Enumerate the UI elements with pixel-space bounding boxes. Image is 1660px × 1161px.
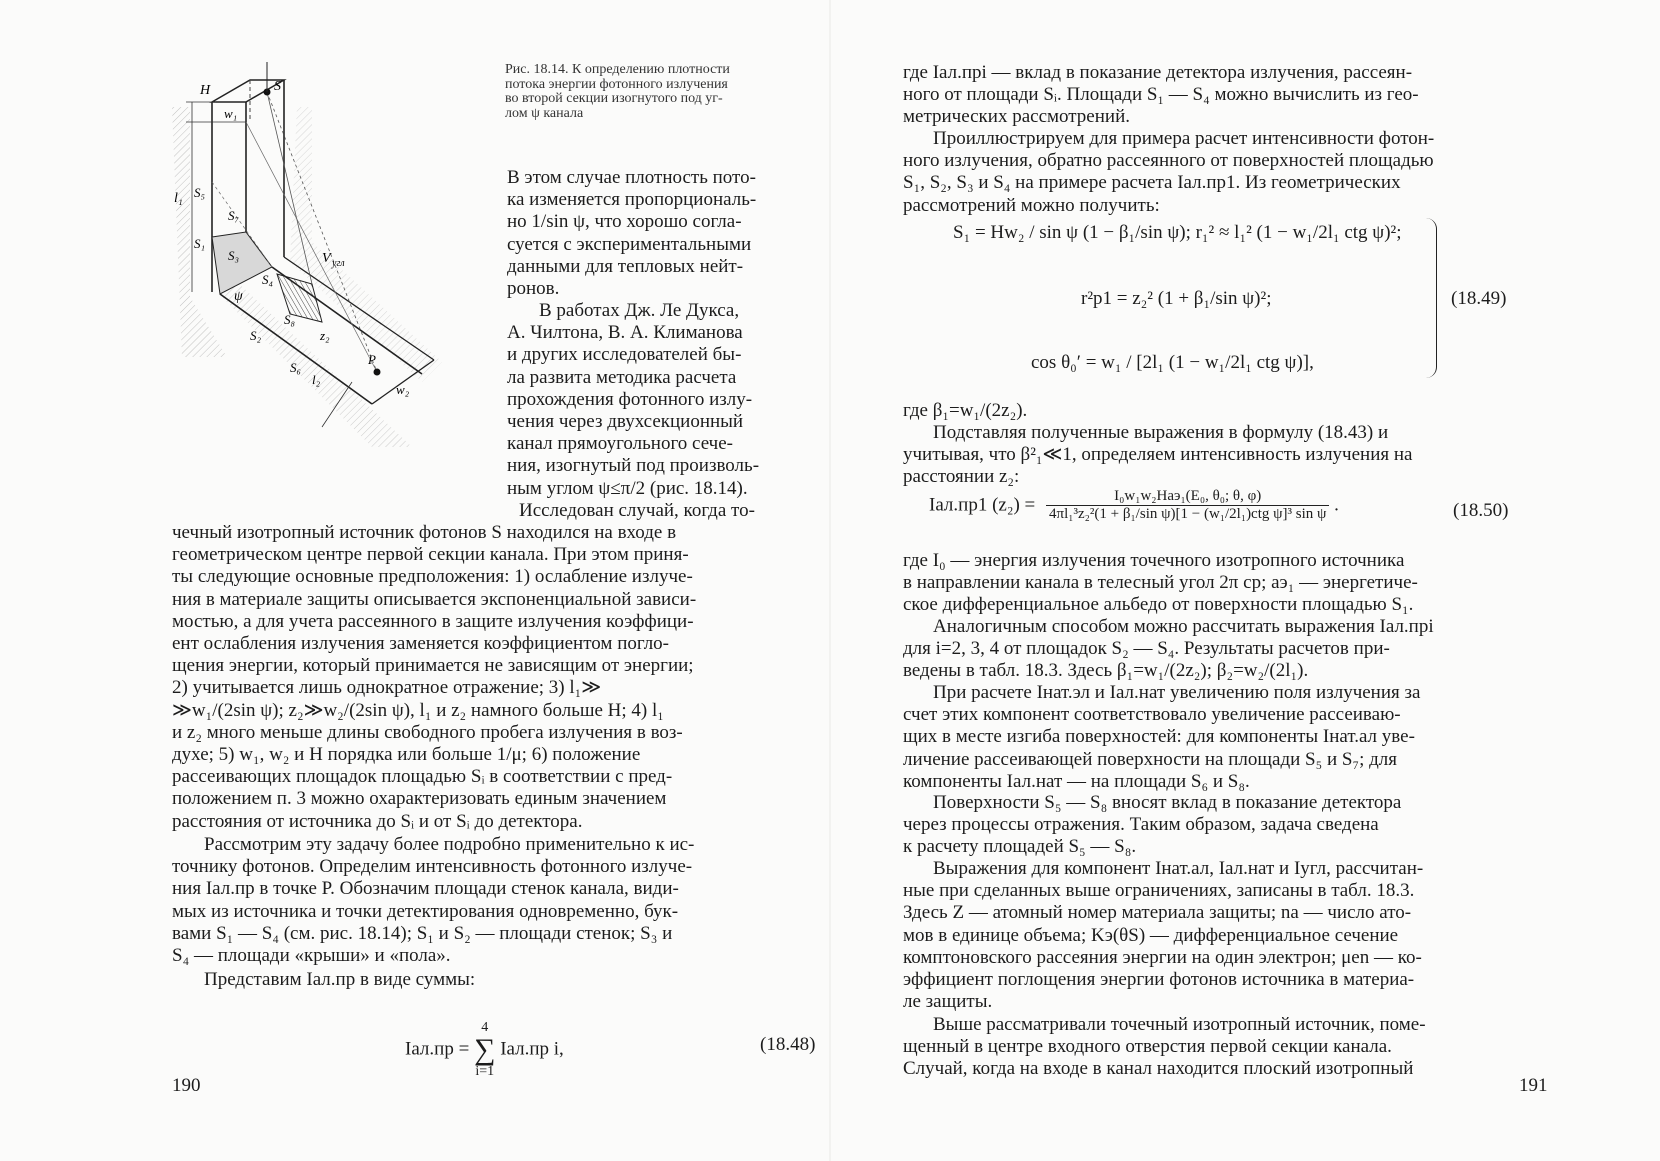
sum-upper: 4	[481, 1020, 489, 1035]
equation-number-18-48: (18.48)	[760, 1034, 816, 1055]
text-line: щения энергии, который принимается не зависящим от энергии;	[172, 655, 694, 677]
eq49-line3: cos θ₀′ = w₁ / [2l₁ (1 − w₁/2l₁ ctg ψ)],	[1031, 352, 1314, 373]
text-line: Выражения для компонент Iнат.ал, Iал.нат и Iугл, рассчитан-	[933, 858, 1424, 879]
text-line: комптоновского рассеяния энергии на один электрон; μen — ко-	[903, 946, 1422, 968]
eq50-denominator: 4πl₁³z₂²(1 + β₁/sin ψ)[1 − (w₁/2l₁)ctg ψ]³ sin ψ	[1049, 506, 1327, 522]
label-vugl-sub: угл	[332, 258, 345, 269]
text-line: Проиллюстрируем для примера расчет интенсивности фотон-	[933, 128, 1435, 149]
label-s6: S₆	[290, 360, 302, 375]
text-line: и z₂ много меньше длины свободного пробега излучения в воз-	[172, 721, 683, 743]
label-s3: S₃	[228, 248, 240, 263]
text-line: ронов.	[507, 278, 560, 300]
text-line: ния Iал.пр в точке P. Обозначим площади стенок канала, види-	[172, 878, 679, 900]
sum-lower: i=1	[475, 1064, 495, 1079]
paragraph-le-doux-work	[507, 300, 817, 522]
text-line: вами S₁ — S₄ (см. рис. 18.14); S₁ и S₂ — площади стенок; S₃ и	[172, 922, 673, 944]
detector-point-p	[374, 369, 381, 376]
text-line: где β₁=w₁/(2z₂).	[903, 400, 1028, 421]
text-line: где I₀ — энергия излучения точечного изотропного источника	[903, 550, 1405, 571]
paragraph-surfaces	[903, 792, 1553, 859]
text-line: ные при сделанных выше ограничениях, записаны в табл. 18.3.	[903, 880, 1415, 902]
label-s8: S₈	[284, 312, 296, 327]
paragraph-point-source	[903, 1014, 1553, 1081]
text-line: чения через двухсекционный	[507, 411, 744, 433]
label-l1: l₁	[174, 191, 183, 206]
text-line: прохождения фотонного излу-	[507, 388, 753, 410]
text-line: ≫w₁/(2sin ψ); z₂≫w₂/(2sin ψ), l₁ и z₂ намного больше H; 4) l₁	[172, 699, 664, 721]
text-line: Исследован случай, когда то-	[519, 499, 755, 521]
text-line: духе; 5) w₁, w₂ и H порядка или больше 1/μ; 6) положение	[172, 744, 641, 766]
label-vugl: V	[322, 251, 331, 266]
text-line: ведены в табл. 18.3. Здесь β₁=w₁/(2z₂); β₂=w₂/(2l₁).	[903, 660, 1309, 682]
text-line: суется с экспериментальными	[507, 233, 752, 255]
left-page	[0, 0, 829, 1161]
label-s5: S₅	[194, 185, 206, 200]
paragraph-substituting	[903, 422, 1553, 489]
shield-right-region	[290, 107, 442, 382]
label-s2: S₂	[250, 328, 262, 343]
page-number-right: 191	[1519, 1075, 1548, 1096]
page-number-left: 190	[172, 1075, 201, 1096]
text-line: Случай, когда на входе в канал находится плоский изотропный	[903, 1058, 1414, 1080]
label-psi: ψ	[234, 289, 243, 304]
paragraph-calculation	[903, 682, 1553, 793]
text-line: Поверхности S₅ — S₈ вносят вклад в показание детектора	[933, 792, 1402, 813]
label-s4: S₄	[262, 272, 274, 287]
paragraph-similarly	[903, 616, 1553, 683]
equation-number-18-49: (18.49)	[1451, 288, 1507, 309]
eq50-tail: .	[1334, 494, 1339, 516]
text-line: к расчету площадей S₅ — S₈.	[903, 836, 1137, 858]
text-line: Аналогичным способом можно рассчитать выражения Iал.прi	[933, 616, 1434, 637]
label-h: H	[200, 83, 211, 98]
text-line: А. Чилтона, В. А. Климанова	[507, 322, 743, 344]
eq48-lhs: Iал.пр =	[405, 1038, 475, 1060]
text-line: ния, изогнутый под произволь-	[507, 455, 760, 477]
paragraph-represent-sum	[172, 969, 817, 991]
paragraph-contribution	[903, 62, 1553, 129]
eq49-line2: r²p1 = z₂² (1 + β₁/sin ψ)²;	[1081, 288, 1272, 309]
text-line: ка изменяется пропорциональ-	[507, 189, 757, 211]
text-line: где Iал.прi — вклад в показание детектора излучения, рассеян-	[903, 62, 1413, 83]
text-line: ного излучения, обратно рассеянного от поверхностей площадью	[903, 150, 1434, 172]
text-line: ское дифференциальное альбедо от поверхности площадью S₁.	[903, 594, 1414, 616]
eq50-numerator: I₀w₁w₂Haэ₁(E₀, θ₀; θ, φ)	[1046, 488, 1329, 506]
paragraph-assumptions	[172, 522, 817, 833]
label-z2: z₂	[320, 328, 330, 343]
text-line: точнику фотонов. Определим интенсивность фотонного излуче-	[172, 856, 693, 878]
caption-line: потока энергии фотонного излучения	[505, 76, 728, 92]
text-line: учитывая, что β²₁≪1, определяем интенсивность излучения на	[903, 444, 1413, 466]
text-line: ния в материале защиты описывается экспоненциальной зависи-	[172, 588, 697, 610]
channel-figure	[172, 52, 472, 452]
text-line: Здесь Z — атомный номер материала защиты; nа — число ато-	[903, 902, 1412, 924]
text-line: канал прямоугольного сече-	[507, 433, 733, 455]
equation-18-48	[405, 1020, 564, 1080]
paragraph-illustrate	[903, 128, 1553, 217]
label-l2: l₂	[312, 372, 321, 387]
text-line: расстоянии z₂:	[903, 466, 1020, 488]
caption-line: Рис. 18.14. К определению плотности	[505, 62, 730, 77]
text-line: геометрическом центре первой секции канала. При этом приня-	[172, 544, 689, 566]
text-line: положением п. 3 можно охарактеризовать единым значением	[172, 788, 667, 810]
text-line: рассеивающих площадок площадью Sᵢ в соответствии с пред-	[172, 766, 673, 788]
paragraph-beta-def	[903, 400, 1553, 422]
text-line: S₄ — площади «крыши» и «пола».	[172, 945, 451, 967]
figure-caption	[505, 63, 815, 121]
text-line: щенный в центре входного отверстия первой секции канала.	[903, 1036, 1392, 1058]
text-line: ла развита методика расчета	[507, 366, 737, 388]
label-w1: w₁	[224, 106, 238, 121]
text-line: ным углом ψ≤π/2 (рис. 18.14).	[507, 477, 748, 499]
label-s: S	[274, 79, 281, 94]
text-line: и других исследователей бы-	[507, 344, 742, 366]
paragraph-flux-proportional	[507, 167, 817, 300]
text-line: расстояния от источника до Sᵢ и от Sᵢ до детектора.	[172, 810, 583, 832]
paragraph-consider-task	[172, 834, 817, 967]
equation-number-18-50: (18.50)	[1453, 500, 1509, 521]
right-page	[831, 0, 1660, 1161]
text-line: Представим Iал.пр в виде суммы:	[204, 969, 476, 990]
caption-line: во второй секции изогнутого под уг-	[505, 91, 723, 107]
system-brace	[1426, 218, 1437, 378]
sum-operator: 4 ∑ i=1	[474, 1020, 496, 1079]
text-line: В этом случае плотность пото-	[507, 167, 756, 188]
text-line: в направлении канала в телесный угол 2π ср; aэ₁ — энергетиче-	[903, 572, 1418, 594]
text-line: ле защиты.	[903, 991, 993, 1013]
text-line: данными для тепловых нейт-	[507, 255, 744, 277]
text-line: мостью, а для учета рассеянного в защите излучения коэффици-	[172, 610, 694, 632]
text-line: мых из источника и точки детектирования одновременно, бук-	[172, 900, 679, 922]
text-line: В работах Дж. Ле Дукса,	[539, 300, 740, 321]
eq50-fraction	[1046, 488, 1329, 523]
equation-18-50	[929, 488, 1339, 523]
text-line: но 1/sin ψ, что хорошо согла-	[507, 211, 742, 233]
label-p: P	[368, 352, 376, 367]
text-line: эффициент поглощения энергии фотонов источника в материа-	[903, 969, 1415, 991]
eq48-rhs: Iал.пр i,	[500, 1038, 564, 1060]
text-line: щих в месте изгиба поверхностей: для компоненты Iнат.ал уве-	[903, 726, 1415, 748]
paragraph-i0-def	[903, 550, 1553, 617]
text-line: Выше рассматривали точечный изотропный источник, поме-	[933, 1014, 1426, 1035]
paragraph-expressions	[903, 858, 1553, 1013]
label-s1: S₁	[194, 236, 206, 251]
text-line: счет этих компонент соответствовало увеличение рассеиваю-	[903, 704, 1401, 726]
label-w2: w₂	[396, 382, 410, 397]
eq49-line1: S₁ = Hw₂ / sin ψ (1 − β₁/sin ψ); r₁² ≈ l₁² (1 − w₁/2l₁ ctg ψ)²;	[953, 222, 1402, 243]
text-line: мов в единице объема; Kэ(θS) — дифференциальное сечение	[903, 924, 1399, 946]
text-line: метрических рассмотрений.	[903, 106, 1130, 128]
text-line: рассмотрений можно получить:	[903, 194, 1160, 216]
label-s7: S₇	[228, 208, 240, 223]
text-line: 2) учитывается лишь однократное отражение; 3) l₁≫	[172, 677, 602, 699]
eq50-lhs: Iал.пр1 (z₂) =	[929, 494, 1036, 516]
text-line: личение рассеивающей поверхности на площади S₅ и S₇; для	[903, 748, 1397, 770]
text-line: ент ослабления излучения заменяется коэффициентом погло-	[172, 633, 669, 655]
text-line: через процессы отражения. Таким образом, задача сведена	[903, 814, 1379, 836]
text-line: Подставляя полученные выражения в формулу (18.43) и	[933, 422, 1389, 443]
text-line: ты следующие основные предположения: 1) ослабление излуче-	[172, 566, 693, 588]
text-line: При расчете Iнат.эл и Iал.нат увеличению поля излучения за	[933, 682, 1421, 703]
caption-line: лом ψ канала	[505, 105, 584, 121]
text-line: Рассмотрим эту задачу более подробно применительно к ис-	[204, 834, 695, 855]
text-line: ного от площади Sᵢ. Площади S₁ — S₄ можно вычислить из гео-	[903, 84, 1419, 106]
text-line: S₁, S₂, S₃ и S₄ на примере расчета Iал.пр1. Из геометрических	[903, 172, 1401, 194]
shield-left-region	[172, 107, 227, 357]
text-line: чечный изотропный источник фотонов S находился на входе в	[172, 522, 677, 543]
text-line: для i=2, 3, 4 от площадок S₂ — S₄. Результаты расчетов при-	[903, 638, 1390, 660]
text-line: компоненты Iал.нат — на площади S₆ и S₈.	[903, 770, 1250, 792]
